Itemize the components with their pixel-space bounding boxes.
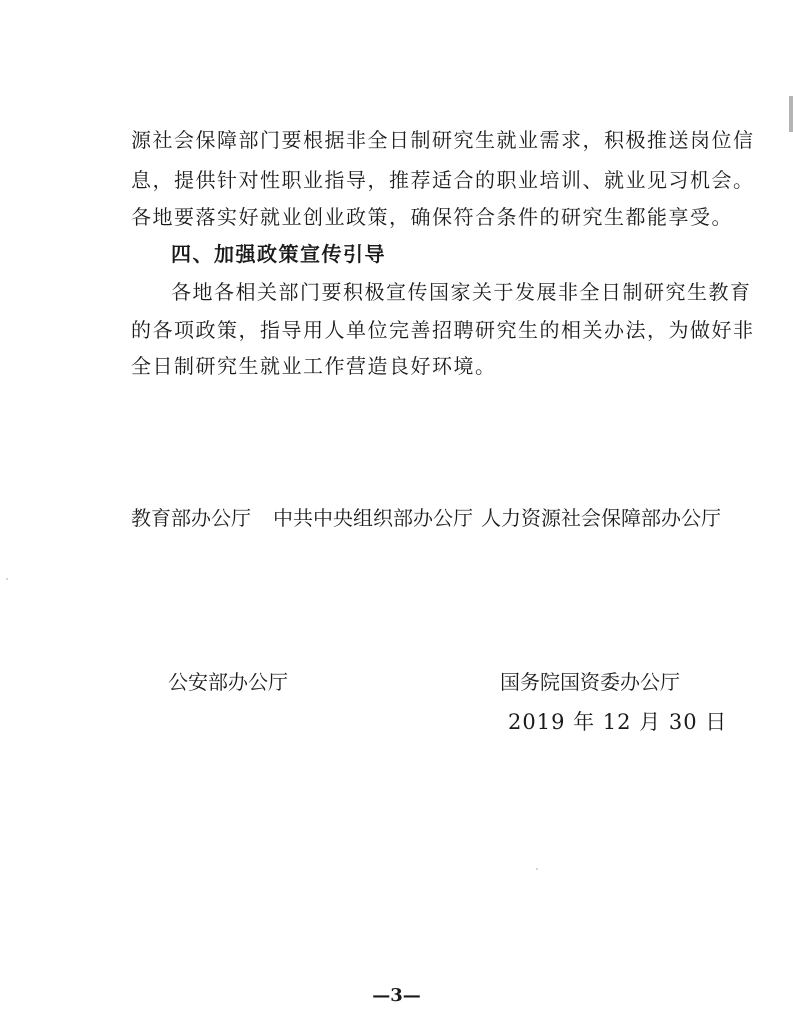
paragraph-line: 源社会保障部门要根据非全日制研究生就业需求，积极推送岗位信 xyxy=(131,128,755,152)
section-heading: 四、加强政策宣传引导 xyxy=(171,242,386,266)
paragraph-line: 息，提供针对性职业指导，推荐适合的职业培训、就业见习机会。 xyxy=(131,168,755,192)
scan-edge-mark xyxy=(789,96,793,132)
signer-org-dept: 中共中央组织部办公厅 xyxy=(273,506,473,530)
signer-mps: 公安部办公厅 xyxy=(168,670,288,694)
page-number: —3— xyxy=(372,985,421,1006)
signer-mohrss: 人力资源社会保障部办公厅 xyxy=(481,506,721,530)
scan-speck xyxy=(536,868,538,870)
paragraph-line: 各地各相关部门要积极宣传国家关于发展非全日制研究生教育 xyxy=(171,280,752,304)
issue-date: 2019 年 12 月 30 日 xyxy=(508,710,728,734)
scan-speck xyxy=(6,578,8,580)
signer-moe: 教育部办公厅 xyxy=(131,506,251,530)
paragraph-line: 全日制研究生就业工作营造良好环境。 xyxy=(131,354,497,378)
signer-sasac: 国务院国资委办公厅 xyxy=(500,670,680,694)
paragraph-line: 各地要落实好就业创业政策，确保符合条件的研究生都能享受。 xyxy=(131,205,733,229)
paragraph-line: 的各项政策，指导用人单位完善招聘研究生的相关办法，为做好非 xyxy=(131,318,755,342)
